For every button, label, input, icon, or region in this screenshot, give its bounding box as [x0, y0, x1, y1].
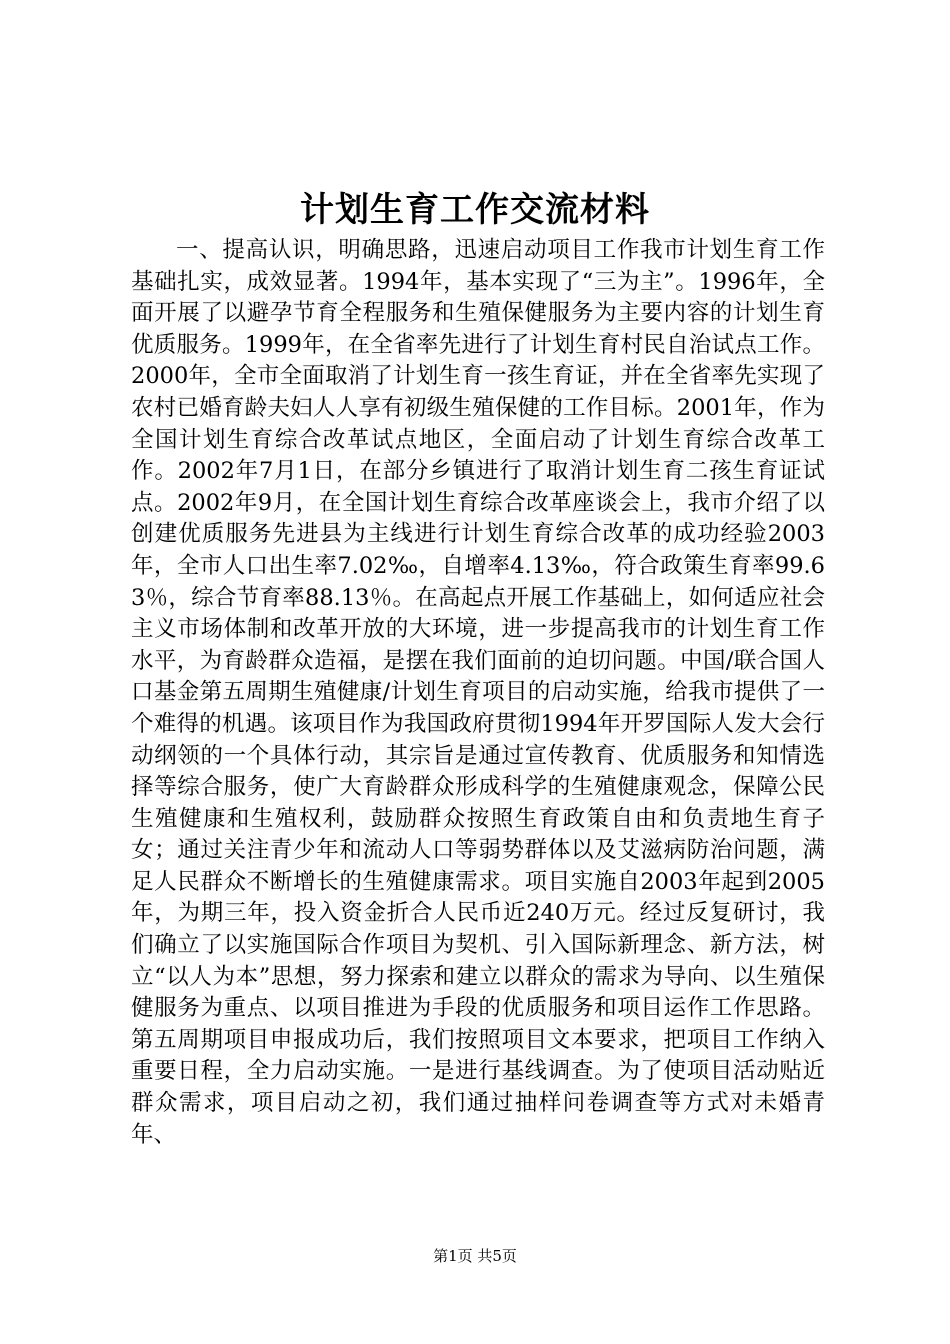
page-footer: 第1页 共5页 [433, 1247, 517, 1265]
document-paragraph: 一、提高认识，明确思路，迅速启动项目工作我市计划生育工作基础扎实，成效显著。1994年，基本实现了“三为主”。1996年，全面开展了以避孕节育全程服务和生殖保健服务为主要内容的计划生育优质服务。1999年，在全省率先进行了计划生育村民自治试点工作。2000年，全市全面取消了计划生育一孩生育证，并在全省率先实现了农村已婚育龄夫妇人人享有初级生殖保健的工作目标。2001年，作为全国计划生育综合改革试点地区，全面启动了计划生育综合改革工作。2002年7月1日，在部分乡镇进行了取消计划生育二孩生育证试点。2002年9月，在全国计划生育综合改革座谈会上，我市介绍了以创建优质服务先进县为主线进行计划生育综合改革的成功经验2003年，全市人口出生率7.02‰，自增率4.13‰，符合政策生育率99.63％，综合节育率88.13％。在高起点开展工作基础上，如何适应社会主义市场体制和改革开放的大环境，进一步提高我市的计划生育工作水平，为育龄群众造福，是摆在我们面前的迫切问题。中国/联合国人口基金第五周期生殖健康/计划生育项目的启动实施，给我市提供了一个难得的机遇。该项目作为我国政府贯彻1994年开罗国际人发大会行动纲领的一个具体行动，其宗旨是通过宣传教育、优质服务和知情选择等综合服务，使广大育龄群众形成科学的生殖健康观念，保障公民生殖健康和生殖权利，鼓励群众按照生育政策自由和负责地生育子女；通过关注青少年和流动人口等弱势群体以及艾滋病防治问题，满足人民群众不断增长的生殖健康需求。项目实施自2003年起到2005年，为期三年，投入资金折合人民币近240万元。经过反复研讨，我们确立了以实施国际合作项目为契机、引入国际新理念、新方法，树立“以人为本”思想，努力探索和建立以群众的需求为导向、以生殖保健服务为重点、以项目推进为手段的优质服务和项目运作工作思路。第五周期项目申报成功后，我们按照项目文本要求，把项目工作纳入重要日程，全力启动实施。一是进行基线调查。为了使项目活动贴近群众需求，项目启动之初，我们通过抽样问卷调查等方式对未婚青年、 [131, 237, 825, 1148]
document-title: 计划生育工作交流材料 [300, 190, 650, 230]
